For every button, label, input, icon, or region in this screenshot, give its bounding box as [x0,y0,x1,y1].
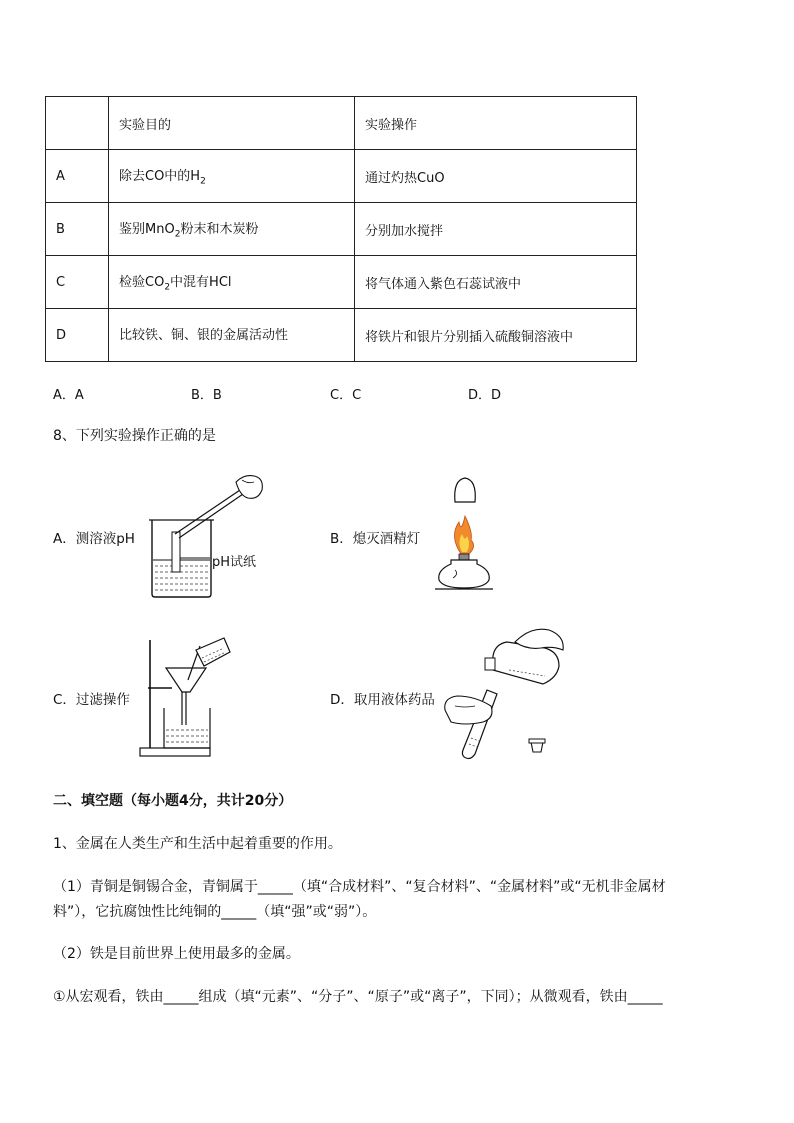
q1-stem: 1、金属在人类生产和生活中起着重要的作用。 [53,836,342,852]
q7-option-a: A．A [53,388,84,403]
q8-stem: 8、下列实验操作正确的是 [53,428,216,444]
q8-option-a: A．测溶液pH [53,531,135,547]
row-key: B [46,203,109,256]
q7-option-c: C．C [330,388,362,403]
table-row [46,150,637,203]
row-key: D [46,309,109,362]
row-operation: 将铁片和银片分别插入硫酸铜溶液中 [355,309,637,362]
table-header-row [46,97,637,150]
row-operation: 通过灼热CuO [355,150,637,203]
row-operation: 分别加水搅拌 [355,203,637,256]
row-key: A [46,150,109,203]
q7-option-d: D．D [468,388,502,403]
row-goal [109,203,355,256]
q1-part2: （2）铁是目前世界上使用最多的金属。 [53,946,300,962]
q8-option-b: B．熄灭酒精灯 [330,531,421,547]
q7-option-b: B．B [191,388,222,403]
q1-part1-line1: （1）青铜是铜锡合金，青铜属于_____（填“合成材料”、“复合材料”、“金属材料”或“无机非金属材 [53,879,666,895]
subscript: 2 [164,282,171,293]
table-row [46,256,637,309]
goal-text: 检验CO [119,275,165,291]
row-goal [109,309,355,362]
q8-option-c: C．过滤操作 [53,692,130,708]
table-header-cell [46,97,109,150]
goal-text: 除去CO中的H [119,169,201,185]
alcohol-lamp-figure [425,474,495,592]
row-operation: 将气体通入紫色石蕊试液中 [355,256,637,309]
subscript: 2 [200,176,206,187]
q8-option-d: D．取用液体药品 [330,692,435,708]
table-row [46,203,637,256]
table-header-cell: 实验操作 [355,97,637,150]
table-row [46,309,637,362]
section2-heading: 二、填空题（每小题4分，共计20分） [53,793,293,809]
q1-part2-sub1: ①从宏观看，铁由_____组成（填“元素”、“分子”、“原子”或“离子”，下同）；从微观看，铁由_____ [53,989,663,1005]
row-goal [109,256,355,309]
goal-text: 鉴别MnO [119,222,175,238]
subscript: 2 [174,229,181,240]
goal-text: 比较铁、铜、银的金属活动性 [119,328,289,344]
row-goal [109,150,355,203]
goal-text-post: 中混有HCl [170,275,232,291]
ph-paper-label: pH试纸 [212,555,257,570]
goal-text-post: 粉末和木炭粉 [180,222,259,238]
row-key: C [46,256,109,309]
q1-part1-line2: 料”），它抗腐蚀性比纯铜的_____（填“强”或“弱”）。 [53,904,377,920]
liquid-transfer-figure [435,626,570,762]
filtration-figure [138,630,233,760]
table-header-cell: 实验目的 [109,97,355,150]
experiment-table [45,96,637,362]
ph-test-figure [148,470,268,600]
